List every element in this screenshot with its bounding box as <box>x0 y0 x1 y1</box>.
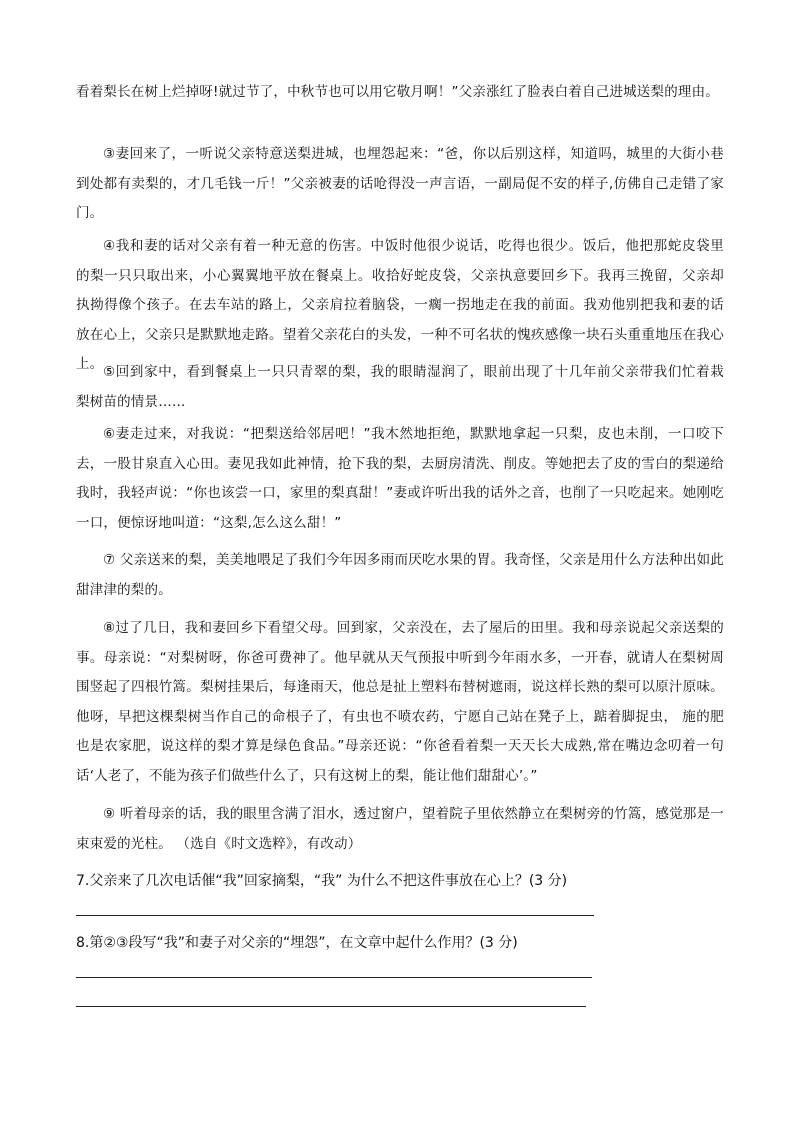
paragraph-8: ⑧过了几日，我和妻回乡下看望父母。回到家，父亲没在，去了屋后的田里。我和母亲说起父亲送梨的事。母亲说：“对梨树呀，你爸可费神了。他早就从天气预报中听到今年雨水多，一开春，就请人在梨树周围竖起了四根竹篙。梨树挂果后，每逢雨天，他总是扯上塑料布替树遮雨，说这样长熟的梨可以原汁原味。他呀，早把这棵梨树当作自己的命根子了，有虫也不喷农药，宁愿自己站在凳子上，踮着脚捉虫， 施的肥也是农家肥，说这样的梨才算是绿色食品。”母亲还说：“你爸看着梨一天天长大成熟,常在嘴边念叨着一句话‘人老了，不能为孩子们做些什么了，只有这树上的梨，能让他们甜甜心’。” <box>76 620 724 784</box>
answer-line-q7[interactable] <box>76 915 594 916</box>
paragraph-6: ⑥妻走过来，对我说：“把梨送给邻居吧！”我木然地拒绝，默默地拿起一只梨，皮也未削，一口咬下去，一股甘泉直入心田。妻见我如此神情，抢下我的梨，去厨房清洗、削皮。等她把去了皮的雪白的梨递给我时，我轻声说：“你也该尝一口，家里的梨真甜！”妻或许听出我的话外之音，也削了一只吃起来。她刚吃一口，便惊讶地叫道：“这梨,怎么这么甜！” <box>76 426 724 531</box>
answer-line-q8-1[interactable] <box>76 977 592 978</box>
paragraph-7: ⑦ 父亲送来的梨，美美地喂足了我们今年因多雨而厌吃水果的胃。我奇怪，父亲是用什么方法种出如此甜津津的梨的。 <box>76 552 724 598</box>
question-7: 7.父亲来了几次电话催“我”回家摘梨，“我” 为什么不把这件事放在心上？(3 分) <box>76 873 568 889</box>
question-8: 8.第②③段写“我”和妻子对父亲的“埋怨”，在文章中起什么作用？(3 分) <box>76 935 518 951</box>
paragraph-3: ③妻回来了，一听说父亲特意送梨进城，也埋怨起来：“爸，你以后别这样，知道吗，城里的大街小巷到处都有卖梨的，才几毛钱一斤！”父亲被妻的话呛得没一声言语，一副局促不安的样子,仿佛自己走错了家门。 <box>76 146 724 221</box>
paragraph-4: ④我和妻的话对父亲有着一种无意的伤害。中饭时他很少说话，吃得也很少。饭后，他把那蛇皮袋里 的梨一只只取出来，小心翼翼地平放在餐桌上。收拾好蛇皮袋，父亲执意要回乡下。我再三挽留，父亲却 执拗得像个孩子。在去车站的路上，父亲肩拉着脑袋，一瘸一拐地走在我的前面。我劝他别把我和妻的话 放在心上，父亲只是默默地走路。望着父亲花白的头发，一种不可名状的愧疚感像一块石头重重地压在我心上。 <box>76 238 752 372</box>
paragraph-continuation: 看着梨长在树上烂掉呀!就过节了，中秋节也可以用它敬月啊！”父亲涨红了脸表白着自己进城送梨的理由。 <box>76 84 720 100</box>
paragraph-5: ⑤回到家中，看到餐桌上一只只青翠的梨，我的眼睛湿润了，眼前出现了十几年前父亲带我们忙着栽 梨树苗的情景…… <box>76 364 766 410</box>
answer-line-q8-2[interactable] <box>76 1006 586 1007</box>
paragraph-9: ⑨ 听着母亲的话，我的眼里含满了泪水，透过窗户，望着院子里依然静立在梨树旁的竹篙，感觉那是一束束爱的光柱。 （选自《时文选粹》，有改动） <box>76 806 724 852</box>
